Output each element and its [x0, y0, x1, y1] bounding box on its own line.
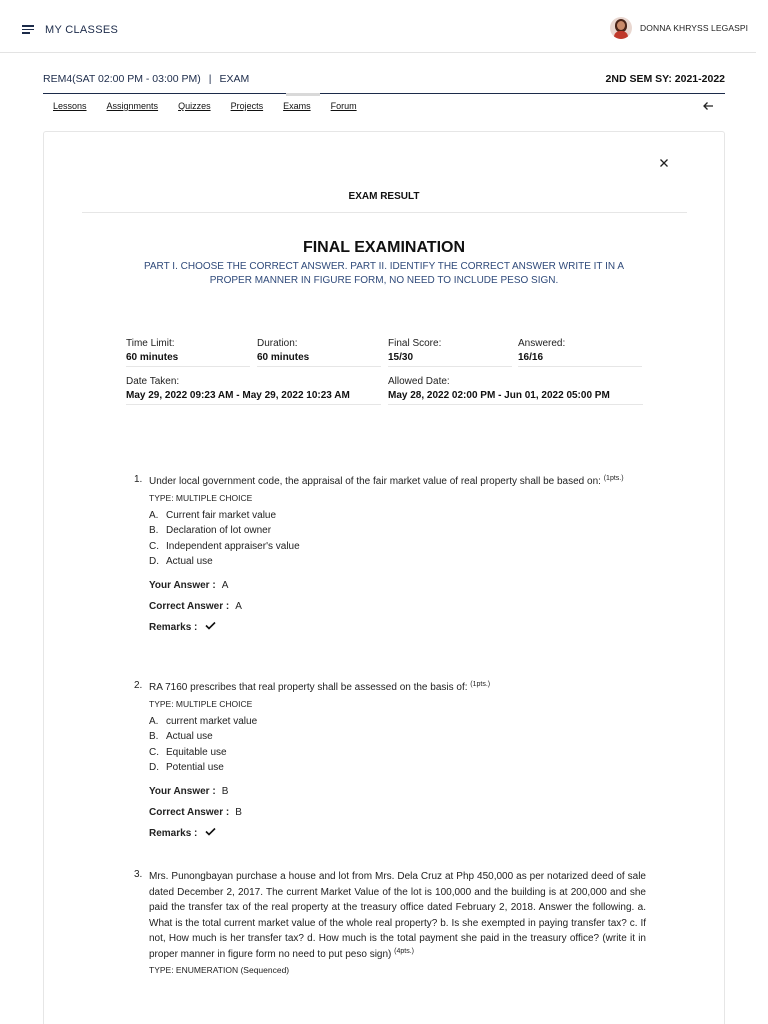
correct-answer-value: A — [235, 601, 242, 612]
question-points: (4pts.) — [394, 947, 414, 955]
question-text — [149, 474, 646, 491]
option-text: Independent appraiser's value — [166, 540, 300, 552]
question-type: TYPE: MULTIPLE CHOICE — [149, 492, 253, 503]
tab-assignments[interactable]: Assignments — [106, 101, 159, 111]
option-d — [149, 554, 646, 570]
option-a — [149, 508, 646, 524]
user-name[interactable]: DONNA KHRYSS LEGASPI — [640, 23, 749, 33]
option-text: Current fair market value — [166, 509, 277, 521]
option-a — [149, 714, 646, 730]
exam-title: FINAL EXAMINATION — [302, 239, 466, 256]
option-letter: C. — [149, 540, 159, 552]
option-d — [149, 760, 646, 776]
option-text: Actual use — [166, 556, 213, 567]
question-type: TYPE: ENUMERATION (Sequenced) — [149, 965, 290, 975]
question-prompt: Mrs. Punongbayan purchase a house and lot from Mrs. Dela Cruz at Php 450,000 as per notarized deed of sale dated December 2, 2017. The current Market Value of the lot is 100,000 and the building is at 200,000 and she paid the transfer tax of the real property at the treasury office dated February 2, 2018. Answer the following. a. What is the total current market value of the whole real property? b. Is she exempted in paying transfer tax? c. If not, How much is her transfer tax? d. How much is the total payment she paid in the treasury office? (write it in proper manner in figure form no need to put peso sign) — [149, 871, 646, 960]
remarks-label: Remarks : — [149, 622, 198, 633]
option-b — [149, 729, 646, 745]
hamburger-menu-icon[interactable] — [22, 25, 34, 34]
final-score-label: Final Score: — [388, 338, 442, 349]
remarks-label: Remarks : — [149, 828, 198, 839]
duration — [257, 337, 381, 367]
final-score — [388, 337, 512, 367]
check-icon — [205, 827, 216, 836]
correct-answer-value: B — [235, 807, 242, 818]
your-answer-value: A — [221, 580, 229, 591]
class-name: REM4(SAT 02:00 PM - 03:00 PM) — [43, 73, 201, 85]
answered-value: 16/16 — [518, 352, 544, 363]
correct-answer-label: Correct Answer : — [149, 807, 230, 818]
header-divider — [43, 93, 725, 94]
question-number: 1. — [134, 474, 143, 485]
tab-quizzes[interactable]: Quizzes — [178, 101, 211, 111]
question-number: 3. — [134, 869, 143, 880]
question-text — [149, 869, 646, 963]
question-prompt: Under local government code, the appraisal of the fair market value of real property shall be based on: — [149, 476, 601, 487]
your-answer-row — [149, 580, 646, 592]
user-avatar[interactable] — [610, 17, 632, 39]
answer-options — [149, 508, 646, 570]
option-letter: B. — [149, 525, 159, 536]
active-tab-indicator — [286, 93, 320, 96]
option-text: Potential use — [166, 762, 224, 773]
question-points: (1pts.) — [470, 681, 491, 688]
option-letter: A. — [149, 715, 159, 727]
time-limit-label: Time Limit: — [126, 338, 175, 349]
your-answer-label: Your Answer : — [149, 786, 216, 797]
class-breadcrumb — [43, 73, 249, 85]
your-answer-label: Your Answer : — [149, 580, 216, 591]
remarks-row — [149, 622, 646, 634]
question-type: TYPE: MULTIPLE CHOICE — [149, 698, 253, 709]
date-taken — [126, 375, 381, 405]
question-3 — [134, 869, 646, 975]
option-letter: D. — [149, 556, 159, 567]
result-divider — [82, 212, 687, 213]
your-answer-value: B — [221, 786, 229, 797]
date-taken-value: May 29, 2022 09:23 AM - May 29, 2022 10:23 AM — [126, 390, 350, 401]
allowed-date — [388, 375, 643, 405]
option-letter: D. — [149, 762, 159, 773]
time-limit — [126, 337, 250, 367]
correct-answer-row — [149, 807, 646, 819]
duration-label: Duration: — [257, 338, 298, 349]
correct-answer-label: Correct Answer : — [149, 601, 230, 612]
option-letter: B. — [149, 731, 159, 742]
answered — [518, 337, 642, 367]
correct-answer-row — [149, 601, 646, 613]
duration-value: 60 minutes — [257, 352, 310, 363]
question-prompt: RA 7160 prescribes that real property shall be assessed on the basis of: — [149, 682, 468, 693]
allowed-date-label: Allowed Date: — [388, 376, 450, 387]
option-text: Actual use — [166, 731, 213, 742]
date-taken-label: Date Taken: — [126, 376, 180, 387]
question-text — [149, 680, 646, 697]
check-icon — [205, 621, 216, 630]
option-b — [149, 523, 646, 539]
remarks-row — [149, 828, 646, 840]
result-header: EXAM RESULT — [348, 191, 420, 202]
question-number: 2. — [134, 680, 143, 691]
question-points: (1pts.) — [603, 475, 624, 482]
final-score-value: 15/30 — [388, 352, 414, 363]
back-arrow-icon[interactable] — [702, 100, 714, 112]
tab-lessons[interactable]: Lessons — [53, 101, 87, 111]
question-1 — [134, 474, 646, 634]
option-letter: A. — [149, 509, 159, 521]
close-icon[interactable] — [658, 157, 670, 169]
breadcrumb-separator: | — [208, 73, 212, 85]
allowed-date-value: May 28, 2022 02:00 PM - Jun 01, 2022 05:00 PM — [388, 390, 610, 401]
answered-label: Answered: — [518, 338, 566, 349]
tab-exams[interactable]: Exams — [283, 101, 311, 111]
time-limit-value: 60 minutes — [126, 352, 179, 363]
exam-result-card — [43, 131, 725, 1024]
option-c — [149, 745, 646, 761]
option-text: Declaration of lot owner — [166, 525, 272, 536]
semester-label: 2ND SEM SY: 2021-2022 — [605, 73, 725, 85]
exam-instructions: PART I. CHOOSE THE CORRECT ANSWER. PART II. IDENTIFY THE CORRECT ANSWER WRITE IT IN A PROPER MANNER IN FIGURE FORM, NO NEED TO INCLUDE PESO SIGN. — [143, 261, 625, 286]
tab-projects[interactable]: Projects — [230, 101, 264, 111]
top-bar — [0, 0, 756, 53]
option-text: current market value — [166, 715, 258, 727]
your-answer-row — [149, 786, 646, 798]
class-tabs — [53, 101, 377, 111]
answer-options — [149, 714, 646, 776]
app-title[interactable]: MY CLASSES — [45, 24, 119, 36]
tab-forum[interactable]: Forum — [330, 101, 357, 111]
section-name: EXAM — [219, 73, 250, 85]
option-c — [149, 539, 646, 555]
question-2 — [134, 680, 646, 840]
option-text: Equitable use — [166, 746, 227, 758]
option-letter: C. — [149, 746, 159, 758]
